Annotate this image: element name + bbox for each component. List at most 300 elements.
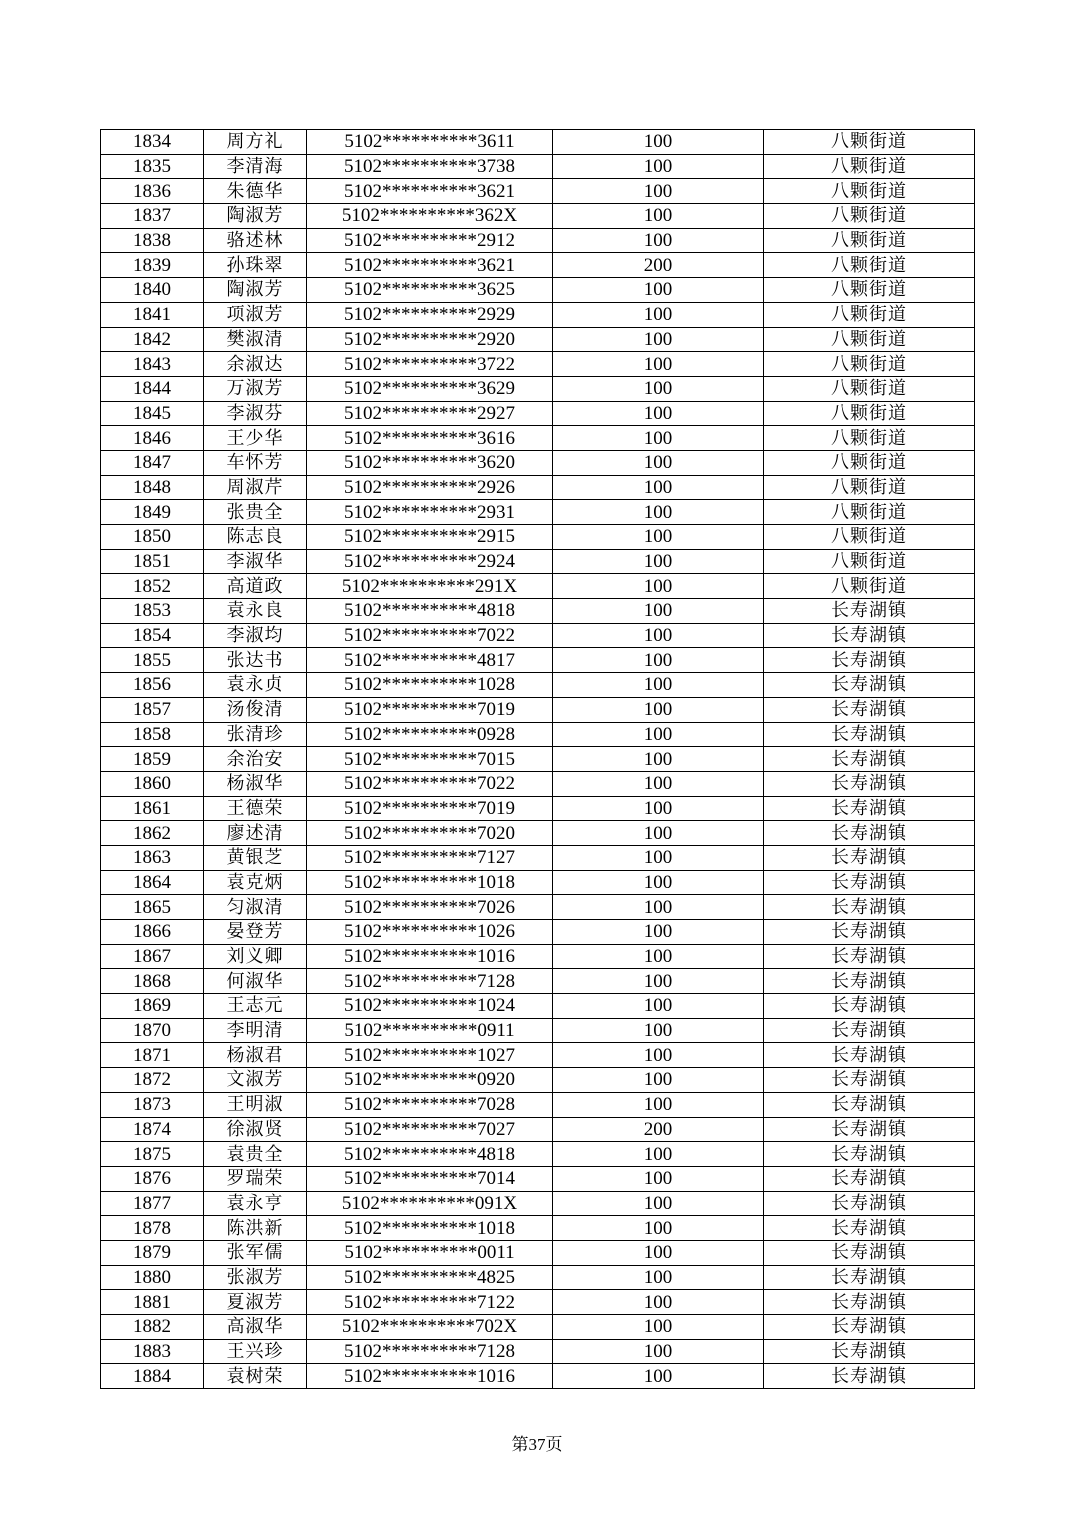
name-cell: 陶淑芳 <box>204 204 307 229</box>
area-cell: 八颗街道 <box>764 204 975 229</box>
table-row <box>101 722 975 747</box>
row-number-cell: 1867 <box>101 944 204 969</box>
amount-cell: 100 <box>553 648 764 673</box>
amount-cell: 100 <box>553 500 764 525</box>
name-cell: 袁永良 <box>204 599 307 624</box>
table-row <box>101 1018 975 1043</box>
table-row <box>101 1166 975 1191</box>
table-row <box>101 401 975 426</box>
amount-cell: 100 <box>553 1068 764 1093</box>
row-number-cell: 1839 <box>101 253 204 278</box>
row-number-cell: 1837 <box>101 204 204 229</box>
row-number-cell: 1864 <box>101 870 204 895</box>
area-cell: 长寿湖镇 <box>764 944 975 969</box>
amount-cell: 100 <box>553 401 764 426</box>
row-number-cell: 1865 <box>101 895 204 920</box>
name-cell: 张达书 <box>204 648 307 673</box>
area-cell: 长寿湖镇 <box>764 1240 975 1265</box>
area-cell: 八颗街道 <box>764 278 975 303</box>
amount-cell: 100 <box>553 845 764 870</box>
area-cell: 长寿湖镇 <box>764 747 975 772</box>
table-row <box>101 327 975 352</box>
name-cell: 王兴珍 <box>204 1339 307 1364</box>
table-row <box>101 376 975 401</box>
amount-cell: 100 <box>553 1142 764 1167</box>
table-row <box>101 697 975 722</box>
id-number-cell: 5102**********2920 <box>307 327 553 352</box>
id-number-cell: 5102**********1024 <box>307 994 553 1019</box>
id-number-cell: 5102**********362X <box>307 204 553 229</box>
id-number-cell: 5102**********3738 <box>307 154 553 179</box>
table-row <box>101 1191 975 1216</box>
amount-cell: 100 <box>553 352 764 377</box>
name-cell: 高淑华 <box>204 1315 307 1340</box>
table-row <box>101 895 975 920</box>
name-cell: 张军儒 <box>204 1240 307 1265</box>
table-row <box>101 747 975 772</box>
name-cell: 张清珍 <box>204 722 307 747</box>
row-number-cell: 1878 <box>101 1216 204 1241</box>
name-cell: 王少华 <box>204 426 307 451</box>
row-number-cell: 1852 <box>101 574 204 599</box>
table-row <box>101 154 975 179</box>
area-cell: 长寿湖镇 <box>764 870 975 895</box>
row-number-cell: 1869 <box>101 994 204 1019</box>
amount-cell: 100 <box>553 870 764 895</box>
area-cell: 八颗街道 <box>764 525 975 550</box>
row-number-cell: 1854 <box>101 623 204 648</box>
id-number-cell: 5102**********7027 <box>307 1117 553 1142</box>
name-cell: 朱德华 <box>204 179 307 204</box>
table-row <box>101 673 975 698</box>
amount-cell: 100 <box>553 549 764 574</box>
table-row <box>101 870 975 895</box>
id-number-cell: 5102**********3625 <box>307 278 553 303</box>
area-cell: 长寿湖镇 <box>764 1018 975 1043</box>
row-number-cell: 1866 <box>101 920 204 945</box>
amount-cell: 100 <box>553 302 764 327</box>
table-row <box>101 969 975 994</box>
name-cell: 孙珠翠 <box>204 253 307 278</box>
roster-table <box>100 129 975 1389</box>
table-row <box>101 845 975 870</box>
table-row <box>101 525 975 550</box>
area-cell: 长寿湖镇 <box>764 1092 975 1117</box>
id-number-cell: 5102**********4825 <box>307 1265 553 1290</box>
area-cell: 长寿湖镇 <box>764 623 975 648</box>
area-cell: 长寿湖镇 <box>764 845 975 870</box>
name-cell: 匀淑清 <box>204 895 307 920</box>
area-cell: 长寿湖镇 <box>764 1117 975 1142</box>
id-number-cell: 5102**********7128 <box>307 969 553 994</box>
row-number-cell: 1840 <box>101 278 204 303</box>
id-number-cell: 5102**********2931 <box>307 500 553 525</box>
name-cell: 张贵全 <box>204 500 307 525</box>
table-row <box>101 179 975 204</box>
row-number-cell: 1858 <box>101 722 204 747</box>
id-number-cell: 5102**********1018 <box>307 1216 553 1241</box>
area-cell: 八颗街道 <box>764 352 975 377</box>
table-row <box>101 1068 975 1093</box>
name-cell: 王明淑 <box>204 1092 307 1117</box>
area-cell: 长寿湖镇 <box>764 920 975 945</box>
row-number-cell: 1851 <box>101 549 204 574</box>
name-cell: 陈洪新 <box>204 1216 307 1241</box>
row-number-cell: 1860 <box>101 771 204 796</box>
roster-table-body <box>101 130 975 1389</box>
id-number-cell: 5102**********1016 <box>307 944 553 969</box>
row-number-cell: 1871 <box>101 1043 204 1068</box>
table-row <box>101 648 975 673</box>
amount-cell: 100 <box>553 1240 764 1265</box>
row-number-cell: 1834 <box>101 130 204 155</box>
amount-cell: 100 <box>553 722 764 747</box>
area-cell: 长寿湖镇 <box>764 796 975 821</box>
amount-cell: 100 <box>553 1290 764 1315</box>
name-cell: 夏淑芳 <box>204 1290 307 1315</box>
amount-cell: 100 <box>553 1339 764 1364</box>
id-number-cell: 5102**********3620 <box>307 450 553 475</box>
name-cell: 李淑均 <box>204 623 307 648</box>
name-cell: 陶淑芳 <box>204 278 307 303</box>
name-cell: 骆述林 <box>204 228 307 253</box>
area-cell: 长寿湖镇 <box>764 1315 975 1340</box>
amount-cell: 100 <box>553 673 764 698</box>
area-cell: 长寿湖镇 <box>764 648 975 673</box>
row-number-cell: 1848 <box>101 475 204 500</box>
amount-cell: 100 <box>553 475 764 500</box>
name-cell: 罗瑞荣 <box>204 1166 307 1191</box>
row-number-cell: 1875 <box>101 1142 204 1167</box>
id-number-cell: 5102**********3722 <box>307 352 553 377</box>
row-number-cell: 1862 <box>101 821 204 846</box>
table-row <box>101 1315 975 1340</box>
name-cell: 车怀芳 <box>204 450 307 475</box>
name-cell: 袁克炳 <box>204 870 307 895</box>
row-number-cell: 1855 <box>101 648 204 673</box>
area-cell: 八颗街道 <box>764 549 975 574</box>
area-cell: 长寿湖镇 <box>764 1265 975 1290</box>
amount-cell: 100 <box>553 920 764 945</box>
table-row <box>101 599 975 624</box>
id-number-cell: 5102**********1016 <box>307 1364 553 1389</box>
table-row <box>101 549 975 574</box>
name-cell: 周淑芹 <box>204 475 307 500</box>
id-number-cell: 5102**********7022 <box>307 623 553 648</box>
amount-cell: 100 <box>553 450 764 475</box>
id-number-cell: 5102**********3621 <box>307 253 553 278</box>
area-cell: 八颗街道 <box>764 130 975 155</box>
id-number-cell: 5102**********702X <box>307 1315 553 1340</box>
area-cell: 长寿湖镇 <box>764 969 975 994</box>
id-number-cell: 5102**********291X <box>307 574 553 599</box>
table-row <box>101 1043 975 1068</box>
row-number-cell: 1874 <box>101 1117 204 1142</box>
table-row <box>101 1364 975 1389</box>
area-cell: 八颗街道 <box>764 574 975 599</box>
amount-cell: 100 <box>553 1092 764 1117</box>
amount-cell: 100 <box>553 179 764 204</box>
area-cell: 长寿湖镇 <box>764 1364 975 1389</box>
name-cell: 王德荣 <box>204 796 307 821</box>
row-number-cell: 1841 <box>101 302 204 327</box>
row-number-cell: 1845 <box>101 401 204 426</box>
id-number-cell: 5102**********7022 <box>307 771 553 796</box>
amount-cell: 100 <box>553 426 764 451</box>
area-cell: 八颗街道 <box>764 302 975 327</box>
id-number-cell: 5102**********1018 <box>307 870 553 895</box>
amount-cell: 200 <box>553 1117 764 1142</box>
row-number-cell: 1856 <box>101 673 204 698</box>
table-row <box>101 450 975 475</box>
row-number-cell: 1868 <box>101 969 204 994</box>
amount-cell: 100 <box>553 1191 764 1216</box>
id-number-cell: 5102**********7026 <box>307 895 553 920</box>
name-cell: 李淑华 <box>204 549 307 574</box>
area-cell: 长寿湖镇 <box>764 673 975 698</box>
row-number-cell: 1877 <box>101 1191 204 1216</box>
row-number-cell: 1838 <box>101 228 204 253</box>
area-cell: 八颗街道 <box>764 426 975 451</box>
table-row <box>101 1265 975 1290</box>
id-number-cell: 5102**********4818 <box>307 1142 553 1167</box>
row-number-cell: 1859 <box>101 747 204 772</box>
id-number-cell: 5102**********3629 <box>307 376 553 401</box>
table-row <box>101 994 975 1019</box>
name-cell: 陈志良 <box>204 525 307 550</box>
area-cell: 长寿湖镇 <box>764 697 975 722</box>
id-number-cell: 5102**********1026 <box>307 920 553 945</box>
amount-cell: 100 <box>553 154 764 179</box>
table-row <box>101 352 975 377</box>
table-row <box>101 1240 975 1265</box>
name-cell: 汤俊清 <box>204 697 307 722</box>
id-number-cell: 5102**********091X <box>307 1191 553 1216</box>
table-row <box>101 1117 975 1142</box>
id-number-cell: 5102**********7020 <box>307 821 553 846</box>
area-cell: 长寿湖镇 <box>764 599 975 624</box>
table-row <box>101 500 975 525</box>
name-cell: 周方礼 <box>204 130 307 155</box>
row-number-cell: 1849 <box>101 500 204 525</box>
id-number-cell: 5102**********7019 <box>307 796 553 821</box>
row-number-cell: 1884 <box>101 1364 204 1389</box>
amount-cell: 100 <box>553 697 764 722</box>
row-number-cell: 1857 <box>101 697 204 722</box>
table-row <box>101 1142 975 1167</box>
table-row <box>101 623 975 648</box>
name-cell: 袁树荣 <box>204 1364 307 1389</box>
area-cell: 长寿湖镇 <box>764 895 975 920</box>
table-row <box>101 821 975 846</box>
area-cell: 长寿湖镇 <box>764 1191 975 1216</box>
table-row <box>101 574 975 599</box>
name-cell: 李明清 <box>204 1018 307 1043</box>
row-number-cell: 1879 <box>101 1240 204 1265</box>
id-number-cell: 5102**********7019 <box>307 697 553 722</box>
row-number-cell: 1873 <box>101 1092 204 1117</box>
row-number-cell: 1872 <box>101 1068 204 1093</box>
area-cell: 八颗街道 <box>764 475 975 500</box>
name-cell: 何淑华 <box>204 969 307 994</box>
row-number-cell: 1863 <box>101 845 204 870</box>
amount-cell: 100 <box>553 1315 764 1340</box>
id-number-cell: 5102**********0011 <box>307 1240 553 1265</box>
amount-cell: 100 <box>553 327 764 352</box>
id-number-cell: 5102**********2915 <box>307 525 553 550</box>
id-number-cell: 5102**********7028 <box>307 1092 553 1117</box>
row-number-cell: 1843 <box>101 352 204 377</box>
name-cell: 徐淑贤 <box>204 1117 307 1142</box>
amount-cell: 100 <box>553 1043 764 1068</box>
amount-cell: 100 <box>553 895 764 920</box>
amount-cell: 100 <box>553 994 764 1019</box>
table-row <box>101 130 975 155</box>
row-number-cell: 1846 <box>101 426 204 451</box>
area-cell: 八颗街道 <box>764 327 975 352</box>
name-cell: 王志元 <box>204 994 307 1019</box>
amount-cell: 100 <box>553 574 764 599</box>
table-row <box>101 1216 975 1241</box>
area-cell: 长寿湖镇 <box>764 1216 975 1241</box>
table-row <box>101 302 975 327</box>
table-row <box>101 475 975 500</box>
amount-cell: 100 <box>553 747 764 772</box>
id-number-cell: 5102**********7122 <box>307 1290 553 1315</box>
area-cell: 长寿湖镇 <box>764 1166 975 1191</box>
id-number-cell: 5102**********4817 <box>307 648 553 673</box>
id-number-cell: 5102**********0920 <box>307 1068 553 1093</box>
id-number-cell: 5102**********3621 <box>307 179 553 204</box>
area-cell: 长寿湖镇 <box>764 1068 975 1093</box>
area-cell: 长寿湖镇 <box>764 722 975 747</box>
name-cell: 袁永亨 <box>204 1191 307 1216</box>
area-cell: 长寿湖镇 <box>764 1142 975 1167</box>
name-cell: 李清海 <box>204 154 307 179</box>
table-row <box>101 796 975 821</box>
area-cell: 长寿湖镇 <box>764 1043 975 1068</box>
id-number-cell: 5102**********2927 <box>307 401 553 426</box>
id-number-cell: 5102**********1027 <box>307 1043 553 1068</box>
area-cell: 长寿湖镇 <box>764 821 975 846</box>
name-cell: 余淑达 <box>204 352 307 377</box>
name-cell: 李淑芬 <box>204 401 307 426</box>
id-number-cell: 5102**********7127 <box>307 845 553 870</box>
row-number-cell: 1876 <box>101 1166 204 1191</box>
name-cell: 袁永贞 <box>204 673 307 698</box>
amount-cell: 100 <box>553 796 764 821</box>
amount-cell: 100 <box>553 944 764 969</box>
area-cell: 八颗街道 <box>764 228 975 253</box>
id-number-cell: 5102**********7014 <box>307 1166 553 1191</box>
id-number-cell: 5102**********2924 <box>307 549 553 574</box>
amount-cell: 100 <box>553 623 764 648</box>
name-cell: 高道政 <box>204 574 307 599</box>
name-cell: 廖述清 <box>204 821 307 846</box>
row-number-cell: 1836 <box>101 179 204 204</box>
id-number-cell: 5102**********3616 <box>307 426 553 451</box>
name-cell: 黄银芝 <box>204 845 307 870</box>
area-cell: 八颗街道 <box>764 253 975 278</box>
table-row <box>101 278 975 303</box>
amount-cell: 100 <box>553 1216 764 1241</box>
id-number-cell: 5102**********1028 <box>307 673 553 698</box>
row-number-cell: 1861 <box>101 796 204 821</box>
amount-cell: 100 <box>553 204 764 229</box>
area-cell: 长寿湖镇 <box>764 771 975 796</box>
name-cell: 余治安 <box>204 747 307 772</box>
name-cell: 杨淑华 <box>204 771 307 796</box>
row-number-cell: 1883 <box>101 1339 204 1364</box>
area-cell: 长寿湖镇 <box>764 1290 975 1315</box>
amount-cell: 100 <box>553 1166 764 1191</box>
table-row <box>101 1290 975 1315</box>
row-number-cell: 1882 <box>101 1315 204 1340</box>
table-row <box>101 253 975 278</box>
row-number-cell: 1844 <box>101 376 204 401</box>
id-number-cell: 5102**********2929 <box>307 302 553 327</box>
name-cell: 文淑芳 <box>204 1068 307 1093</box>
name-cell: 晏登芳 <box>204 920 307 945</box>
row-number-cell: 1847 <box>101 450 204 475</box>
table-row <box>101 771 975 796</box>
name-cell: 杨淑君 <box>204 1043 307 1068</box>
amount-cell: 100 <box>553 130 764 155</box>
id-number-cell: 5102**********0911 <box>307 1018 553 1043</box>
area-cell: 八颗街道 <box>764 154 975 179</box>
name-cell: 樊淑清 <box>204 327 307 352</box>
row-number-cell: 1880 <box>101 1265 204 1290</box>
name-cell: 刘义卿 <box>204 944 307 969</box>
area-cell: 八颗街道 <box>764 500 975 525</box>
row-number-cell: 1850 <box>101 525 204 550</box>
amount-cell: 100 <box>553 228 764 253</box>
id-number-cell: 5102**********3611 <box>307 130 553 155</box>
id-number-cell: 5102**********7015 <box>307 747 553 772</box>
row-number-cell: 1881 <box>101 1290 204 1315</box>
row-number-cell: 1842 <box>101 327 204 352</box>
table-row <box>101 228 975 253</box>
area-cell: 八颗街道 <box>764 376 975 401</box>
id-number-cell: 5102**********4818 <box>307 599 553 624</box>
id-number-cell: 5102**********2912 <box>307 228 553 253</box>
area-cell: 八颗街道 <box>764 179 975 204</box>
table-row <box>101 1339 975 1364</box>
name-cell: 张淑芳 <box>204 1265 307 1290</box>
table-row <box>101 426 975 451</box>
amount-cell: 100 <box>553 525 764 550</box>
table-row <box>101 1092 975 1117</box>
area-cell: 八颗街道 <box>764 401 975 426</box>
amount-cell: 100 <box>553 1018 764 1043</box>
amount-cell: 100 <box>553 821 764 846</box>
id-number-cell: 5102**********2926 <box>307 475 553 500</box>
amount-cell: 100 <box>553 1265 764 1290</box>
amount-cell: 200 <box>553 253 764 278</box>
name-cell: 袁贵全 <box>204 1142 307 1167</box>
name-cell: 万淑芳 <box>204 376 307 401</box>
area-cell: 长寿湖镇 <box>764 994 975 1019</box>
area-cell: 八颗街道 <box>764 450 975 475</box>
amount-cell: 100 <box>553 1364 764 1389</box>
amount-cell: 100 <box>553 969 764 994</box>
area-cell: 长寿湖镇 <box>764 1339 975 1364</box>
amount-cell: 100 <box>553 599 764 624</box>
name-cell: 项淑芳 <box>204 302 307 327</box>
table-row <box>101 944 975 969</box>
id-number-cell: 5102**********0928 <box>307 722 553 747</box>
table-row <box>101 204 975 229</box>
